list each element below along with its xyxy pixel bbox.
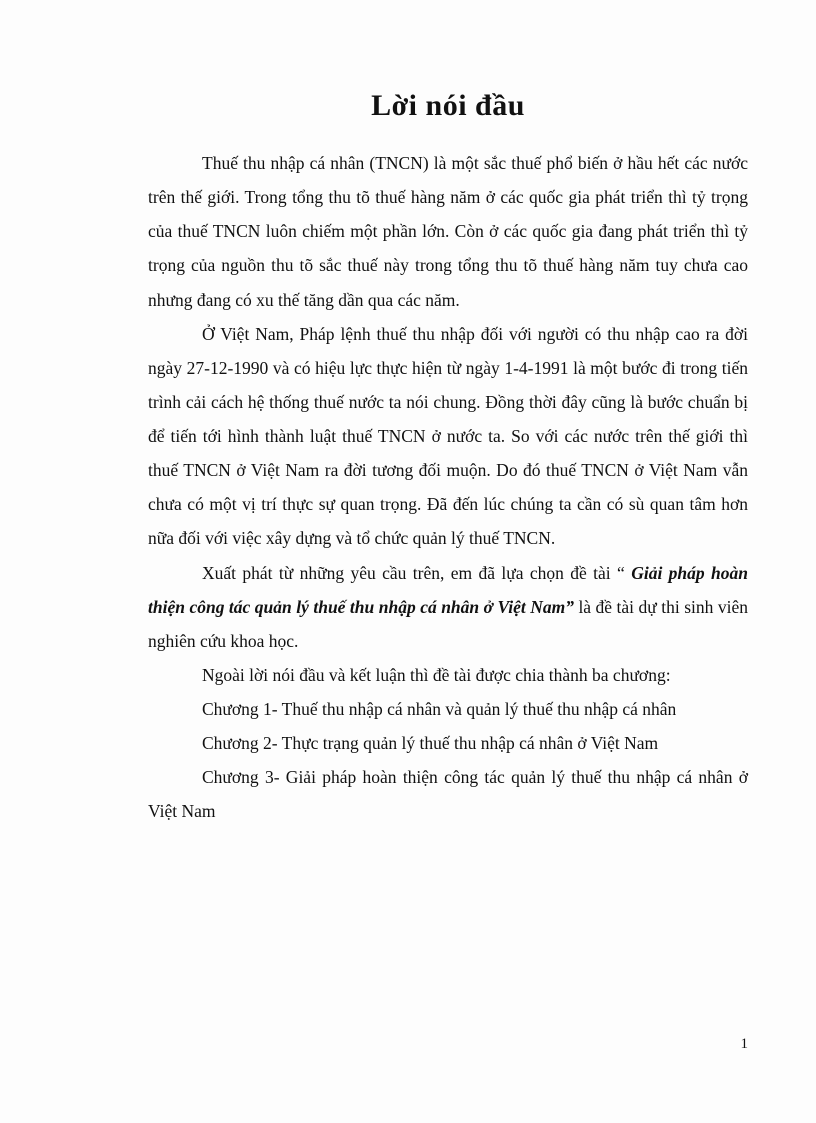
chapter-list [148, 692, 748, 829]
chapter-item-1: Chương 1- Thuế thu nhập cá nhân và quản lý thuế thu nhập cá nhân [202, 699, 677, 719]
paragraph-1: Thuế thu nhập cá nhân (TNCN) là một sắc thuế phổ biến ở hầu hết các nước trên thế giới. Trong tổng thu tõ thuế hàng năm ở các quốc gia phát triển thì tỷ trọng của thuế TNCN luôn chiếm một phần lớn. Còn ở các quốc gia đang phát triển thì tỷ trọng của nguồn thu tõ sắc thuế này trong tổng thu tõ thuế hàng năm tuy chưa cao nhưng đang có xu thế tăng dần qua các năm. [148, 153, 748, 310]
page-title: Lời nói đầu [371, 89, 525, 122]
paragraph-2: Ở Việt Nam, Pháp lệnh thuế thu nhập đối với người có thu nhập cao ra đời ngày 27-12-1990 và có hiệu lực thực hiện từ ngày 1-4-1991 là một bước đi trong tiến trình cải cách hệ thống thuế nước ta nói chung. Đồng thời đây cũng là bước chuẩn bị để tiến tới hình thành luật thuế TNCN ở nước ta. So với các nước trên thế giới thì thuế TNCN ở Việt Nam ra đời tương đối muộn. Do đó thuế TNCN ở Việt Nam vẫn chưa có một vị trí thực sự quan trọng. Đã đến lúc chúng ta cần có sù quan tâm hơn nữa đối với việc xây dựng và tổ chức quản lý thuế TNCN. [148, 323, 748, 549]
thesis-title-emphasis: Giải pháp hoàn thiện công tác quản lý thuế thu nhập cá nhân ở Việt Nam” [148, 562, 748, 617]
paragraph-3-after: là đề tài dự thi sinh viên nghiên cứu khoa học. [148, 596, 748, 651]
outline-intro: Ngoài lời nói đầu và kết luận thì đề tài được chia thành ba chương: [202, 664, 671, 685]
paragraph-3-before: Xuất phát từ những yêu cầu trên, em đã lựa chọn đề tài “ [202, 562, 632, 583]
chapter-item-3: Chương 3- Giải pháp hoàn thiện công tác quản lý thuế thu nhập cá nhân ở Việt Nam [148, 767, 748, 822]
page-number: 1 [740, 1036, 748, 1052]
chapter-item-2: Chương 2- Thực trạng quản lý thuế thu nhập cá nhân ở Việt Nam [202, 733, 659, 754]
paragraph-3 [148, 556, 748, 658]
document-body [148, 88, 748, 829]
